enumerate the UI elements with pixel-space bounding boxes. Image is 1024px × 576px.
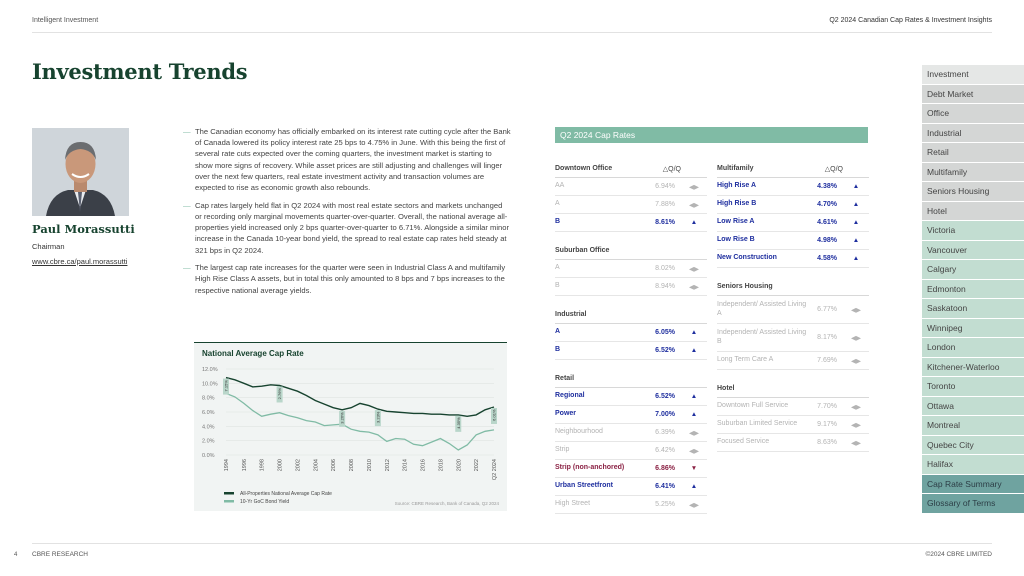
cap-section: [717, 278, 869, 370]
bullet-text: Cap rates largely held flat in Q2 2024 with most real estate sectors and markets unchanged or recording only marginal movements quarter-over-quarter. Overall, the national average all-properties yield increased only 2 bps quarter-over-quarter to 6.71%. Alongside a similar minor increase in the Canada 10-year bond yield, the spread to real estate cap rates held steady at 321 bps in Q2 2024.: [195, 200, 510, 255]
asset-class-label: Power: [555, 410, 577, 418]
unchanged-arrows-icon: ◀▶: [689, 265, 699, 273]
cap-section-header: [555, 242, 707, 260]
cap-rate-row: [717, 178, 869, 196]
footer-brand: CBRE RESEARCH: [32, 551, 88, 558]
legend-swatch: [224, 492, 234, 495]
cap-section-header: [555, 306, 707, 324]
cap-rate-row: [555, 424, 707, 442]
nav-item-calgary[interactable]: Calgary: [922, 260, 1024, 279]
asset-class-label: High Street: [555, 500, 591, 508]
x-tick-label: 2000: [277, 459, 284, 472]
cap-rate-value: 4.38%: [817, 183, 837, 190]
cap-rates-left-column: [555, 160, 707, 514]
arrow-up-icon: ▲: [690, 393, 698, 400]
spread-annotation-label: 2.76%: [277, 387, 283, 400]
nav-item-victoria[interactable]: Victoria: [922, 221, 1024, 240]
arrow-up-icon: ▲: [690, 329, 698, 336]
cap-rate-row: [717, 398, 869, 416]
nav-item-seniors-housing[interactable]: Seniors Housing: [922, 182, 1024, 201]
cap-rates-header: Q2 2024 Cap Rates: [555, 127, 868, 143]
unchanged-arrows-icon: ◀▶: [851, 403, 861, 411]
section-nav: [922, 65, 1024, 514]
page-title: Investment Trends: [32, 59, 248, 84]
y-tick-label: 12.0%: [202, 367, 218, 373]
cap-rate-row: [717, 324, 869, 352]
cap-rate-value: 8.02%: [655, 265, 675, 272]
x-tick-label: 2022: [474, 459, 481, 472]
nav-item-vancouver[interactable]: Vancouver: [922, 241, 1024, 260]
cap-rate-value: 7.88%: [655, 201, 675, 208]
cap-section: [555, 370, 707, 514]
cap-rate-row: [555, 214, 707, 232]
nav-item-toronto[interactable]: Toronto: [922, 377, 1024, 396]
unchanged-arrows-icon: ◀▶: [689, 501, 699, 509]
cap-rate-row: [717, 232, 869, 250]
asset-class-label: Independent/ Assisted Living A: [717, 301, 807, 317]
footer-copyright: ©2024 CBRE LIMITED: [925, 551, 992, 558]
arrow-up-icon: ▲: [852, 201, 860, 208]
footer-divider: [32, 543, 992, 544]
cap-rate-value: 4.61%: [817, 219, 837, 226]
cap-rate-row: [717, 296, 869, 324]
spread-annotation-label: 3.23%: [375, 411, 381, 423]
y-tick-label: 0.0%: [202, 453, 215, 459]
asset-class-label: Long Term Care A: [717, 356, 774, 364]
unchanged-arrows-icon: ◀▶: [851, 306, 861, 314]
unchanged-arrows-icon: ◀▶: [851, 334, 861, 342]
qoq-column-label: △Q/Q: [824, 165, 843, 173]
nav-item-multifamily[interactable]: Multifamily: [922, 163, 1024, 182]
asset-class-label: Neighbourhood: [555, 428, 603, 436]
nav-item-ottawa[interactable]: Ottawa: [922, 397, 1024, 416]
cap-rate-value: 6.77%: [817, 306, 837, 313]
asset-class-label: Regional: [555, 392, 585, 400]
nav-item-edmonton[interactable]: Edmonton: [922, 280, 1024, 299]
nav-item-investment[interactable]: Investment: [922, 65, 1024, 84]
bullet-dash-icon: —: [183, 200, 191, 210]
asset-class-label: A: [555, 328, 561, 336]
cap-rate-row: [717, 196, 869, 214]
x-tick-label: 2010: [366, 459, 373, 472]
cap-rate-row: [717, 416, 869, 434]
nav-item-london[interactable]: London: [922, 338, 1024, 357]
cap-section-header: [555, 370, 707, 388]
cap-rate-value: 7.70%: [817, 403, 837, 410]
spread-annotation-label: 7.15%: [223, 380, 229, 392]
commentary-bullets: [183, 126, 511, 302]
header-section-label: Intelligent Investment: [32, 17, 99, 24]
asset-class-label: Independent/ Assisted Living B: [717, 329, 807, 345]
arrow-up-icon: ▲: [690, 347, 698, 354]
cap-rate-row: [555, 342, 707, 360]
cap-rate-value: 4.70%: [817, 201, 837, 208]
y-tick-label: 10.0%: [202, 381, 218, 388]
x-tick-label: 2012: [384, 459, 391, 472]
chart-title: National Average Cap Rate: [202, 349, 304, 358]
asset-class-label: High Rise B: [717, 200, 757, 208]
cap-rate-value: 7.00%: [655, 411, 675, 418]
qoq-column-label: △Q/Q: [662, 165, 681, 173]
x-tick-label: 1998: [259, 459, 266, 472]
cap-rate-value: 4.58%: [817, 255, 837, 262]
cap-rates-right-column: [717, 160, 869, 452]
cap-rate-value: 6.39%: [655, 429, 675, 436]
section-gap: [555, 360, 707, 370]
nav-item-retail[interactable]: Retail: [922, 143, 1024, 162]
page-number: 4: [14, 552, 18, 558]
chart-source-note: Source: CBRE Research, Bank of Canada, Q2 2024: [394, 501, 499, 506]
nav-item-montreal[interactable]: Montreal: [922, 416, 1024, 435]
cap-rate-row: [555, 278, 707, 296]
cap-rate-row: [717, 434, 869, 452]
cap-rate-value: 8.63%: [817, 439, 837, 446]
section-gap: [717, 370, 869, 380]
nav-item-quebec-city[interactable]: Quebec City: [922, 436, 1024, 455]
cap-section-title: Hotel: [717, 385, 735, 392]
asset-class-label: B: [555, 282, 560, 290]
person-role: Chairman: [32, 242, 65, 251]
asset-class-label: A: [555, 264, 560, 272]
cap-rate-row: [717, 214, 869, 232]
cap-section-title: Seniors Housing: [717, 283, 773, 290]
cap-rate-row: [717, 250, 869, 268]
cap-rate-value: 4.98%: [817, 237, 837, 244]
cap-rate-value: 6.52%: [655, 393, 675, 400]
nav-item-glossary-of-terms[interactable]: Glossary of Terms: [922, 494, 1024, 513]
unchanged-arrows-icon: ◀▶: [851, 421, 861, 429]
cap-rate-value: 6.86%: [655, 465, 675, 472]
x-tick-label: Q2 2024: [492, 459, 498, 481]
section-gap: [555, 296, 707, 306]
asset-class-label: Urban Streetfront: [555, 482, 613, 490]
bullet-dash-icon: —: [183, 127, 191, 136]
x-tick-label: 2016: [420, 459, 427, 472]
cap-section-header: [717, 160, 869, 178]
cap-section-title: Multifamily: [717, 165, 754, 172]
spread-annotation-label: 3.26%: [339, 412, 345, 424]
x-tick-label: 2002: [295, 459, 302, 472]
cap-section-header: [555, 160, 707, 178]
cap-section-header: [717, 278, 869, 296]
nav-item-office[interactable]: Office: [922, 104, 1024, 123]
spread-annotation-label: 4.35%: [455, 417, 461, 429]
cap-section-header: [717, 380, 869, 398]
asset-class-label: AA: [555, 182, 565, 190]
person-photo: [32, 128, 129, 216]
nav-item-winnipeg[interactable]: Winnipeg: [922, 319, 1024, 338]
x-tick-label: 2018: [438, 459, 445, 472]
cap-rate-row: [555, 406, 707, 424]
section-gap: [555, 232, 707, 242]
arrow-up-icon: ▲: [852, 255, 860, 262]
cap-section-title: Downtown Office: [555, 165, 613, 172]
nav-item-halifax[interactable]: Halifax: [922, 455, 1024, 474]
header-report-title: Q2 2024 Canadian Cap Rates & Investment Insights: [829, 17, 992, 24]
asset-class-label: Downtown Full Service: [717, 402, 789, 410]
nav-item-cap-rate-summary[interactable]: Cap Rate Summary: [922, 475, 1024, 494]
arrow-up-icon: ▲: [852, 237, 860, 244]
y-tick-label: 8.0%: [202, 395, 215, 402]
asset-class-label: New Construction: [717, 254, 777, 262]
unchanged-arrows-icon: ◀▶: [689, 183, 699, 191]
cap-rate-value: 8.17%: [817, 334, 837, 341]
asset-class-label: Suburban Limited Service: [717, 420, 798, 428]
cap-rate-value: 7.69%: [817, 357, 837, 364]
nav-item-industrial[interactable]: Industrial: [922, 124, 1024, 143]
asset-class-label: Strip: [555, 446, 570, 454]
cap-rate-chart: [194, 342, 507, 511]
arrow-up-icon: ▲: [852, 183, 860, 190]
chart-canvas: [194, 343, 507, 512]
cap-rate-row: [555, 178, 707, 196]
cap-rate-row: [555, 196, 707, 214]
asset-class-label: B: [555, 218, 561, 226]
cap-section-title: Suburban Office: [555, 247, 610, 254]
unchanged-arrows-icon: ◀▶: [689, 447, 699, 455]
section-gap: [717, 268, 869, 278]
asset-class-label: High Rise A: [717, 182, 757, 190]
cap-rate-row: [555, 324, 707, 342]
person-profile-link[interactable]: www.cbre.ca/paul.morassutti: [32, 257, 128, 266]
arrow-down-icon: ▼: [690, 465, 698, 472]
asset-class-label: Low Rise B: [717, 236, 755, 244]
cap-rate-value: 8.61%: [655, 219, 675, 226]
x-tick-label: 1994: [224, 459, 230, 472]
person-name: Paul Morassutti: [32, 222, 135, 236]
y-tick-label: 2.0%: [202, 438, 215, 445]
legend-label: All-Properties National Average Cap Rate: [240, 491, 332, 497]
x-tick-label: 2006: [331, 459, 338, 472]
cap-rate-value: 5.25%: [655, 501, 675, 508]
cap-rate-row: [555, 388, 707, 406]
bullet-dash-icon: —: [183, 263, 191, 273]
y-tick-label: 4.0%: [202, 424, 215, 431]
spread-annotation-label: 6.01%: [491, 409, 497, 421]
cap-rate-value: 6.52%: [655, 347, 675, 354]
cap-rate-row: [555, 460, 707, 478]
nav-item-debt-market[interactable]: Debt Market: [922, 85, 1024, 104]
bond-yield-series-line: [226, 393, 494, 450]
arrow-up-icon: ▲: [852, 219, 860, 226]
bullet-item: [183, 262, 511, 296]
bullet-item: [183, 126, 511, 193]
cap-section: [555, 242, 707, 296]
cap-rate-value: 6.42%: [655, 447, 675, 454]
unchanged-arrows-icon: ◀▶: [689, 429, 699, 437]
legend-swatch: [224, 500, 234, 503]
cap-rate-row: [555, 442, 707, 460]
x-tick-label: 1996: [241, 459, 248, 472]
nav-item-kitchener-waterloo[interactable]: Kitchener-Waterloo: [922, 358, 1024, 377]
asset-class-label: Strip (non-anchored): [555, 464, 625, 472]
x-tick-label: 2014: [402, 459, 409, 472]
arrow-up-icon: ▲: [690, 483, 698, 490]
nav-item-hotel[interactable]: Hotel: [922, 202, 1024, 221]
cap-section-title: Industrial: [555, 311, 587, 318]
cap-section-title: Retail: [555, 375, 575, 382]
x-tick-label: 2004: [313, 459, 320, 472]
cap-section: [717, 160, 869, 268]
cap-rate-value: 6.94%: [655, 183, 675, 190]
x-tick-label: 2008: [349, 459, 356, 472]
asset-class-label: Low Rise A: [717, 218, 755, 226]
y-tick-label: 6.0%: [202, 410, 215, 416]
x-tick-label: 2020: [456, 459, 463, 472]
bullet-text: The largest cap rate increases for the quarter were seen in Industrial Class A and multifamily High Rise Class A assets, but in total this only amounted to 8 bps and 7 bps increases to the respective national average yields.: [195, 263, 506, 295]
cap-rate-value: 6.41%: [655, 483, 675, 490]
asset-class-label: A: [555, 200, 560, 208]
arrow-up-icon: ▲: [690, 411, 698, 418]
bullet-text: The Canadian economy has officially embarked on its interest rate cutting cycle after the Bank of Canada lowered its policy interest rate 25 bps to 4.75% in June. With this being the first of several rate cuts expected over the coming quarters, the investment market is starting to show more signs of recovery. While asset prices are still adjusting and challenges will linger over the next few quarters, real estate investment activity and transaction volumes are expected to rise as economic growth also rebounds.: [195, 127, 511, 193]
cap-section: [717, 380, 869, 452]
cap-rate-row: [555, 260, 707, 278]
cap-section: [555, 160, 707, 232]
legend-label: 10-Yr GoC Bond Yield: [240, 499, 290, 505]
asset-class-label: Focused Service: [717, 438, 770, 446]
asset-class-label: B: [555, 346, 561, 354]
cap-rate-value: 9.17%: [817, 421, 837, 428]
nav-item-saskatoon[interactable]: Saskatoon: [922, 299, 1024, 318]
cap-rate-value: 8.94%: [655, 283, 675, 290]
unchanged-arrows-icon: ◀▶: [689, 201, 699, 209]
cap-rate-row: [717, 352, 869, 370]
unchanged-arrows-icon: ◀▶: [851, 439, 861, 447]
unchanged-arrows-icon: ◀▶: [851, 357, 861, 365]
cap-rate-value: 6.05%: [655, 329, 675, 336]
cap-section: [555, 306, 707, 360]
cap-rate-row: [555, 496, 707, 514]
header-divider: [32, 32, 992, 33]
bullet-item: [183, 200, 511, 256]
cap-rate-row: [555, 478, 707, 496]
arrow-up-icon: ▲: [690, 219, 698, 226]
unchanged-arrows-icon: ◀▶: [689, 283, 699, 291]
